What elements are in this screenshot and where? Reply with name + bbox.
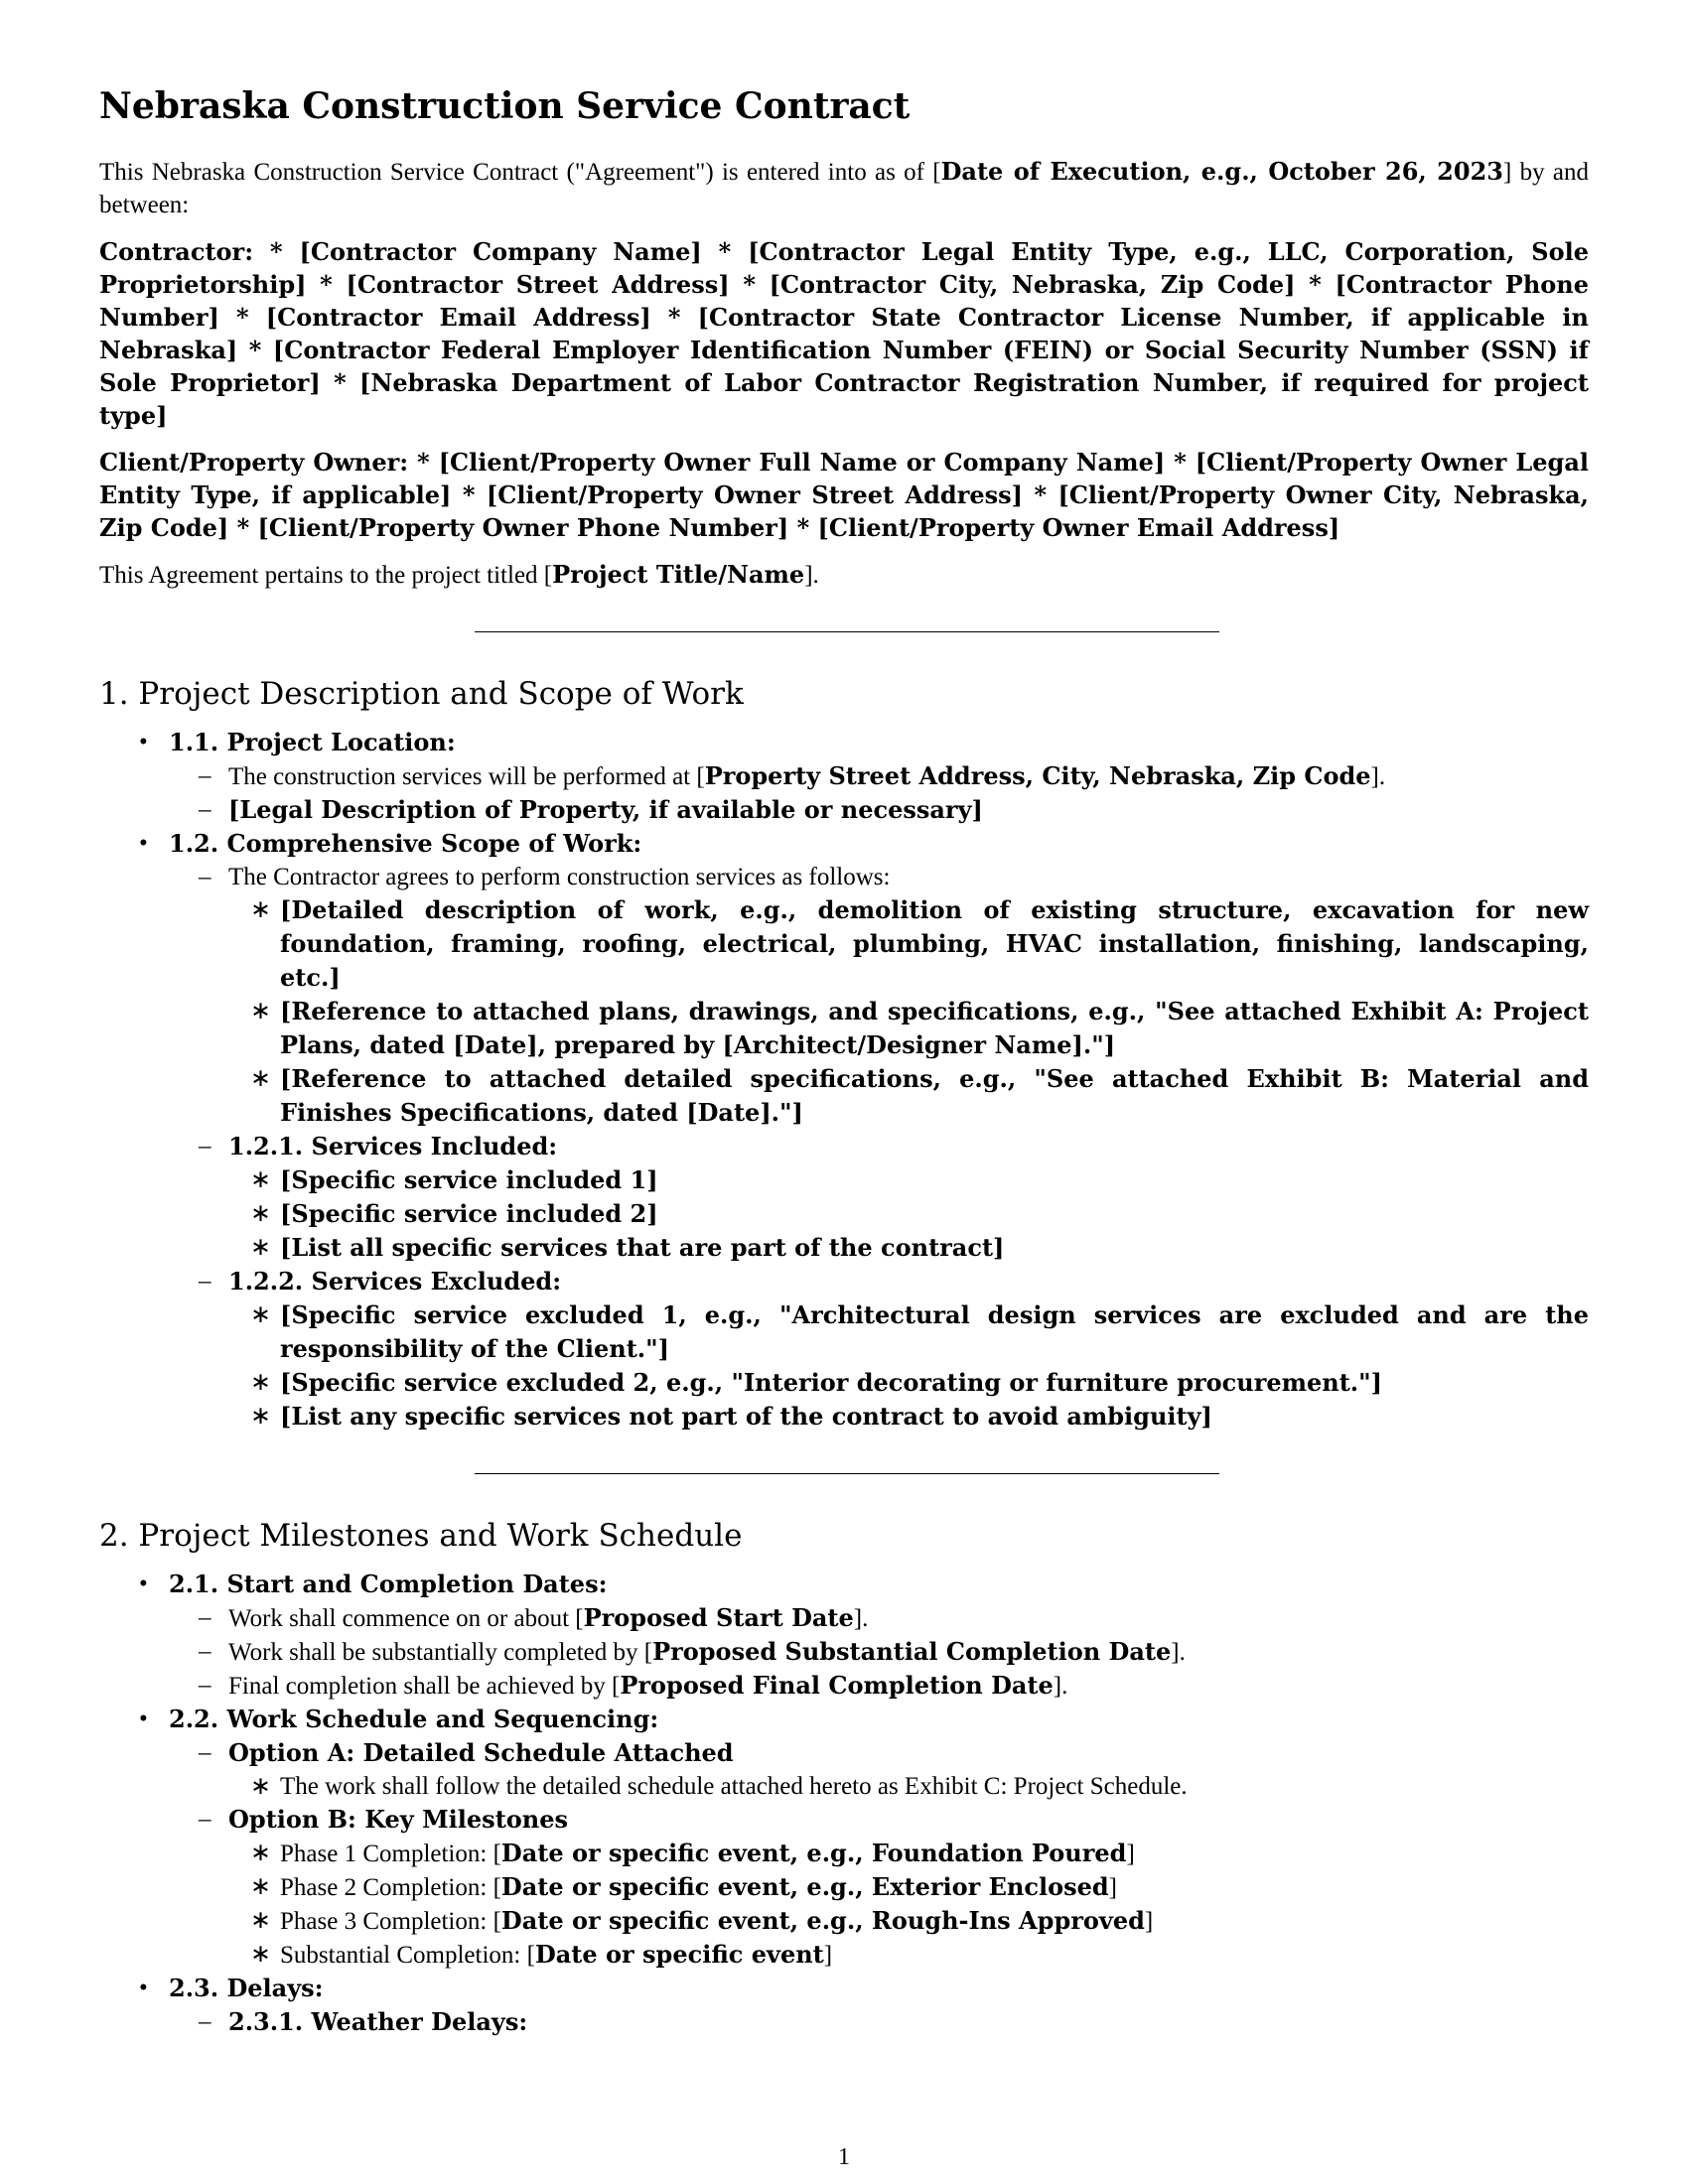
list-item: ∗ Substantial Completion: [Date or specific event] [250,1940,833,1969]
list-item: ∗ [Specific service included 1] [250,1165,658,1194]
list-item: • 1.2. Comprehensive Scope of Work: [139,829,642,858]
list-item: ∗ [Reference to attached plans, drawings, and specifications, e.g., "See attached Exhibit A: Project Plans, dated [Date], prepared by [Architect/Designer Name]."] [250,997,1589,1059]
list-item: – Final completion shall be achieved by [Proposed Final Completion Date]. [199,1671,1068,1700]
list-item: – Option A: Detailed Schedule Attached [199,1738,734,1767]
project-line-text: This Agreement pertains to the project titled [ [99,562,553,589]
section-divider [475,1473,1219,1474]
section-divider [475,631,1219,632]
section-1-list [99,726,1589,1433]
project-line-end: ]. [804,562,819,589]
list-item: ∗ Phase 1 Completion: [Date or specific event, e.g., Foundation Poured] [250,1839,1135,1867]
document-title: Nebraska Construction Service Contract [99,85,911,127]
list-item: – Option B: Key Milestones [199,1805,569,1834]
list-item: • 2.2. Work Schedule and Sequencing: [139,1705,659,1733]
list-item: ∗ [Detailed description of work, e.g., demolition of existing structure, excavation for new foundation, framing, roofing, electrical, plumbing, HVAC installation, finishing, landscaping, etc.] [250,895,1589,992]
intro-text-end: ] by and between: [99,159,1590,218]
project-line [99,558,1589,592]
list-item: ∗ [Specific service excluded 2, e.g., "Interior decorating or furniture procurement."] [250,1368,1383,1397]
list-item: • 2.3. Delays: [139,1974,324,2002]
list-item: ∗ [List all specific services that are part of the contract] [250,1233,1005,1262]
list-item: – 1.2.1. Services Included: [199,1132,558,1160]
list-item: – [Legal Description of Property, if available or necessary] [199,795,983,824]
project-title-placeholder: Project Title/Name [552,560,805,589]
intro-paragraph [99,155,1589,221]
list-item: ∗ [List any specific services not part of the contract to avoid ambiguity] [250,1402,1212,1431]
list-item: ∗ The work shall follow the detailed schedule attached hereto as Exhibit C: Project Schedule. [250,1773,1188,1800]
section-2-heading: 2. Project Milestones and Work Schedule [99,1518,743,1554]
page-number: 1 [838,2144,850,2170]
client-block: Client/Property Owner: * [Client/Property Owner Full Name or Company Name] * [Client/Property Owner Legal Entity Type, if applicable] * [Client/Property Owner Street Address] * [Client/Property Owner City, Nebraska, Zip Code] * [Client/Property Owner Phone Number] * [Client/Property Owner Email Address] [99,448,1589,542]
section-2-list [99,1568,1589,2039]
list-item: ∗ Phase 2 Completion: [Date or specific event, e.g., Exterior Enclosed] [250,1872,1117,1901]
list-item: ∗ [Specific service excluded 1, e.g., "Architectural design services are excluded and are the responsibility of the Client."] [250,1300,1589,1363]
list-item: – 2.3.1. Weather Delays: [199,2007,528,2036]
contractor-block: Contractor: * [Contractor Company Name] * [Contractor Legal Entity Type, e.g., LLC, Corporation, Sole Proprietorship] * [Contractor Street Address] * [Contractor City, Nebraska, Zip Code] * [Contractor Phone Number] * [Contractor Email Address] * [Contractor State Contractor License Number, if applicable in Nebraska] * [Contractor Federal Employer Identification Number (FEIN) or Social Security Number (SSN) if Sole Proprietor] * [Nebraska Department of Labor Contractor Registration Number, if required for project type] [99,237,1589,430]
list-item: – The construction services will be performed at [Property Street Address, City, Nebraska, Zip Code]. [199,761,1386,790]
execution-date: Date of Execution, e.g., October 26, 2023 [940,157,1503,186]
document-page [99,85,1589,2039]
section-1-heading: 1. Project Description and Scope of Work [99,676,744,712]
list-item: • 2.1. Start and Completion Dates: [139,1570,608,1598]
intro-text: This Nebraska Construction Service Contract ("Agreement") is entered into as of [ [99,159,941,186]
list-item: ∗ [Reference to attached detailed specifications, e.g., "See attached Exhibit B: Material and Finishes Specifications, dated [Date]."] [250,1064,1589,1127]
list-item: • 1.1. Project Location: [139,728,456,756]
list-item: ∗ [Specific service included 2] [250,1199,658,1228]
list-item: – The Contractor agrees to perform construction services as follows: [199,864,891,890]
list-item: – 1.2.2. Services Excluded: [199,1267,562,1296]
list-item: – Work shall commence on or about [Proposed Start Date]. [199,1603,869,1632]
list-item: – Work shall be substantially completed by [Proposed Substantial Completion Date]. [199,1637,1186,1666]
list-item: ∗ Phase 3 Completion: [Date or specific event, e.g., Rough-Ins Approved] [250,1906,1154,1935]
